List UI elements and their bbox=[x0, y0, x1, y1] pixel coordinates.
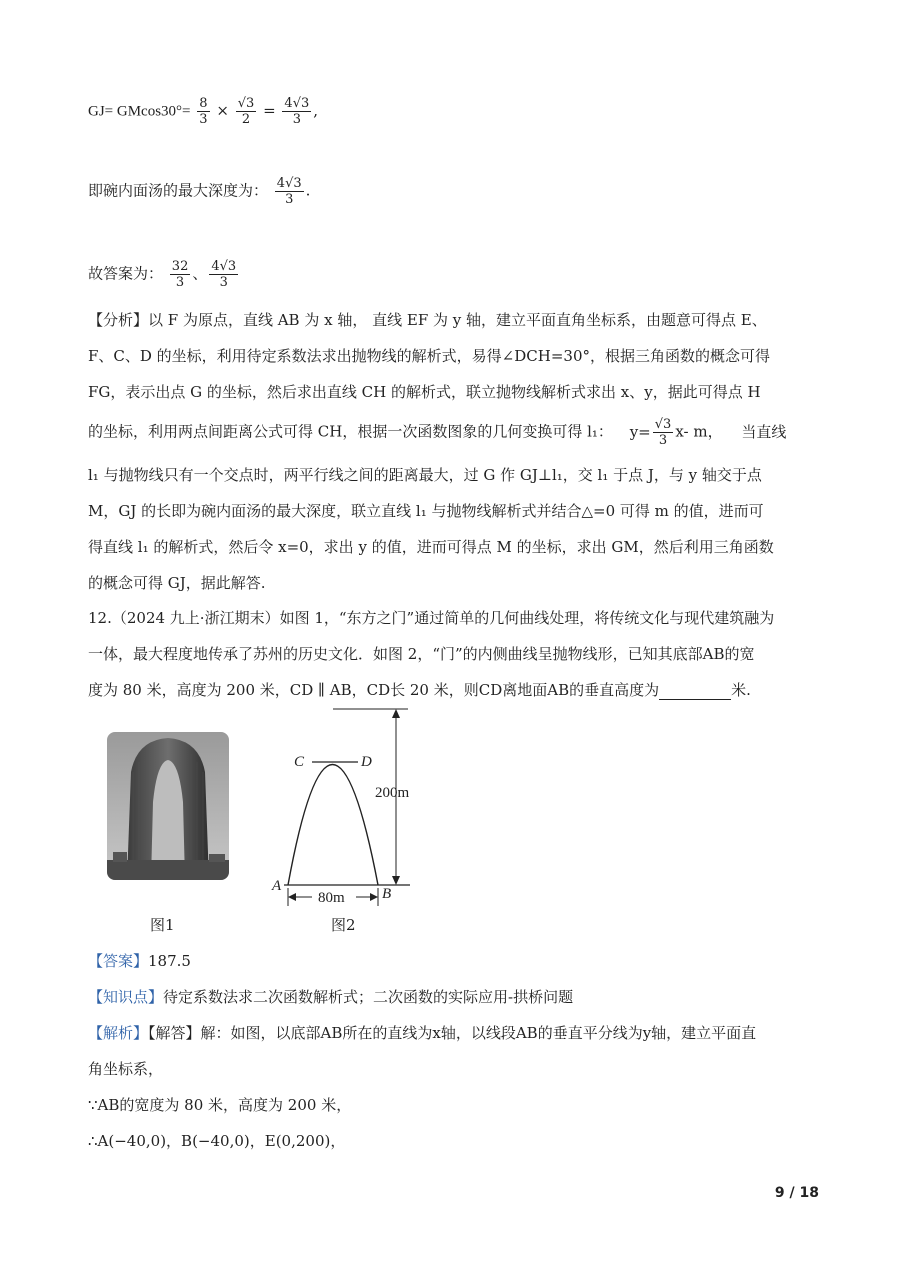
fraction-sqrt3-2: $\frac{√3}{2}$ bbox=[237, 96, 255, 127]
figure-1-caption: 图1 bbox=[150, 916, 175, 934]
gj-equation: GJ= GMcos30°= $\frac{8}{3}$ × $\frac{√3}{2}$ = $\frac{4√3}{3}$ , bbox=[88, 96, 319, 127]
fraction-4sqrt3-3: $\frac{4√3}{3}$ bbox=[284, 96, 310, 127]
label-d: D bbox=[361, 754, 372, 770]
answer-line bbox=[88, 950, 191, 971]
analysis-line-4: 的坐标，利用两点间距离公式可得 CH，根据一次函数图象的几何变换可得 l₁： y= $\frac{√3}{3}$ x- m， 当直线 bbox=[88, 417, 787, 448]
analysis-line-2: F、C、D 的坐标，利用待定系数法求出抛物线的解析式，易得∠DCH=30°，根据三角函数的概念可得 bbox=[88, 347, 770, 365]
answer-fraction-4sqrt3-3: $\frac{4√3}{3}$ bbox=[211, 259, 237, 290]
analysis-line-1: 【分析】以 F 为原点，直线 AB 为 x 轴， 直线 EF 为 y 轴，建立平面直角坐标系，由题意可得点 E、 bbox=[88, 311, 767, 329]
solution-line-4: ∴A(−40,0)，B(−40,0)，E(0,200)， bbox=[88, 1132, 346, 1150]
arrowhead-down bbox=[392, 876, 400, 885]
solution-line-2: 角坐标系， bbox=[88, 1060, 164, 1078]
question-line-2: 一体，最大程度地传承了苏州的历史文化．如图 2，“门”的内侧曲线呈抛物线形，已知其底部AB的宽 bbox=[88, 645, 755, 663]
gj-equation-lhs: GJ= GMcos30°= bbox=[88, 103, 191, 120]
question-line-3: 度为 80 米，高度为 200 米，CD ∥ AB，CD长 20 米，则CD离地面AB的垂直高度为 米. bbox=[88, 681, 751, 699]
analysis-line-8: 的概念可得 GJ，据此解答. bbox=[88, 574, 266, 592]
label-height: 200m bbox=[375, 785, 410, 801]
solution-line-3: ∵AB的宽度为 80 米，高度为 200 米， bbox=[88, 1096, 352, 1114]
answer-value: 187.5 bbox=[148, 952, 191, 970]
solution-tag: 【解析】 bbox=[88, 1024, 149, 1042]
knowledge-line: 【知识点】待定系数法求二次函数解析式；二次函数的实际应用-拱桥问题 bbox=[88, 988, 574, 1006]
answer-tag: 【答案】 bbox=[88, 952, 149, 970]
analysis-line-7: 得直线 l₁ 的解析式，然后令 x=0，求出 y 的值，进而可得点 M 的坐标，求出 GM，然后利用三角函数 bbox=[88, 538, 774, 556]
max-depth-line: 即碗内面汤的最大深度为： $\frac{4√3}{3}$ . bbox=[88, 176, 311, 207]
gate-building-illustration bbox=[107, 732, 229, 880]
label-b: B bbox=[382, 886, 392, 902]
knowledge-tag: 【知识点】 bbox=[88, 988, 164, 1006]
arrowhead-up bbox=[392, 709, 400, 718]
figure-2-diagram bbox=[268, 700, 418, 910]
fraction-8-3: $\frac{8}{3}$ bbox=[199, 96, 208, 127]
label-width: 80m bbox=[318, 890, 345, 906]
arrowhead-left bbox=[288, 893, 296, 901]
analysis-line-3: FG，表示出点 G 的坐标，然后求出直线 CH 的解析式，联立抛物线解析式求出 x、y，据此可得点 H bbox=[88, 383, 761, 401]
parabola-curve bbox=[288, 765, 378, 886]
label-a: A bbox=[272, 878, 282, 894]
figure-1-photo bbox=[107, 732, 229, 880]
question-line-1: 12.（2024 九上·浙江期末）如图 1，“东方之门”通过简单的几何曲线处理，将传统文化与现代建筑融为 bbox=[88, 609, 775, 627]
answer-blank bbox=[659, 685, 731, 700]
solution-line-1: 【解析】【解答】解：如图，以底部AB所在的直线为x轴，以线段AB的垂直平分线为y轴，建立平面直 bbox=[88, 1024, 757, 1042]
figure-2-caption: 图2 bbox=[331, 916, 356, 934]
analysis-line-6: M，GJ 的长即为碗内面汤的最大深度，联立直线 l₁ 与抛物线解析式并结合△=0 可得 m 的值，进而可 bbox=[88, 502, 764, 520]
page-number: 9 / 18 bbox=[774, 1185, 819, 1201]
answer-fraction-32-3: $\frac{32}{3}$ bbox=[171, 259, 189, 290]
label-c: C bbox=[294, 754, 305, 770]
arrowhead-right bbox=[370, 893, 378, 901]
slope-fraction: $\frac{√3}{3}$ bbox=[654, 417, 672, 448]
previous-answer-line: 故答案为： $\frac{32}{3}$ 、 $\frac{4√3}{3}$ bbox=[88, 259, 237, 290]
max-depth-fraction: $\frac{4√3}{3}$ bbox=[276, 176, 302, 207]
analysis-line-5: l₁ 与抛物线只有一个交点时，两平行线之间的距离最大，过 G 作 GJ⊥l₁，交 l₁ 于点 J，与 y 轴交于点 bbox=[88, 466, 762, 484]
